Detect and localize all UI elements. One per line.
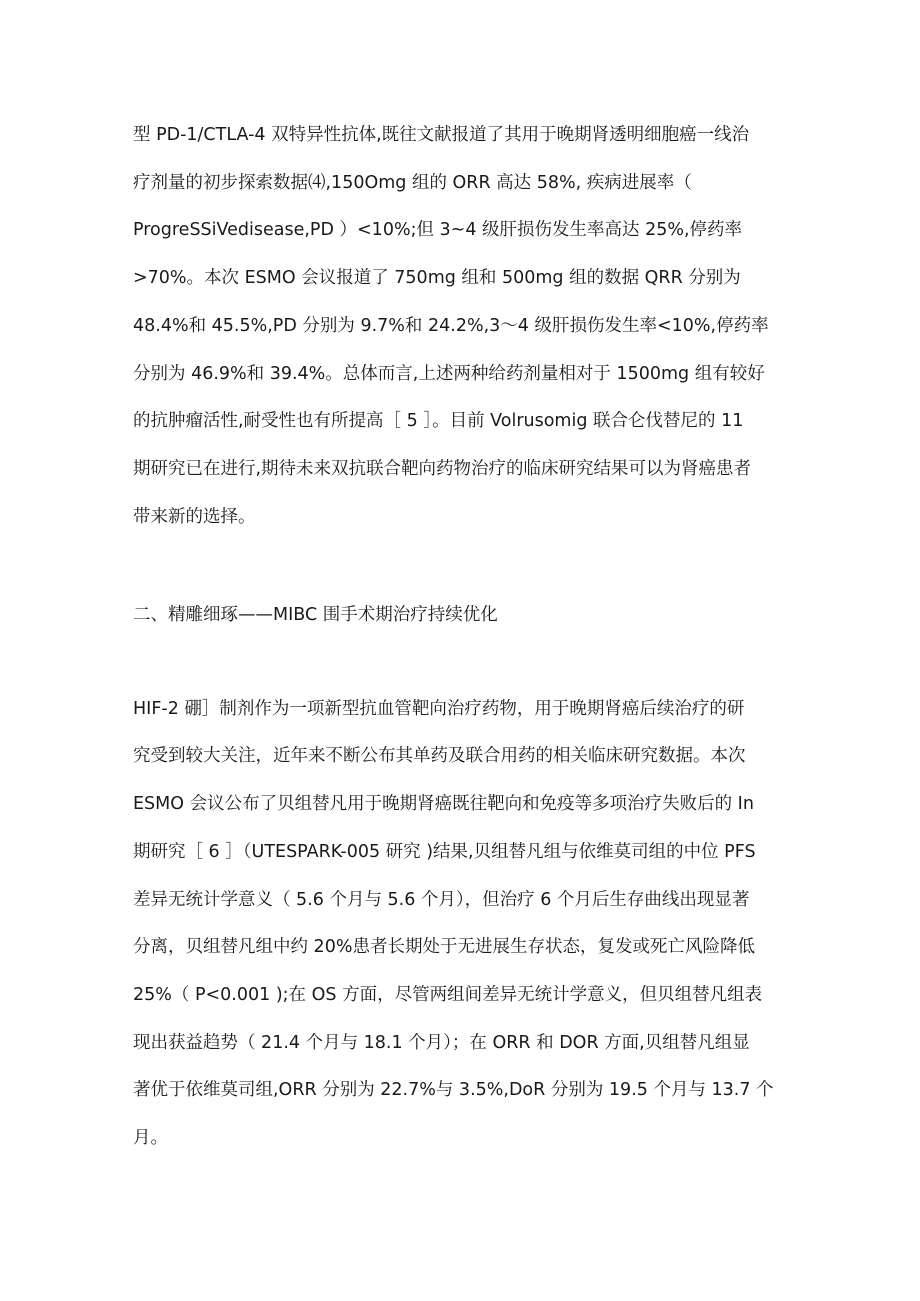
paragraph-1-line-2: 疗剂量的初步探索数据⑷,150Omg 组的 ORR 高达 58%, 疾病进展率（ — [133, 173, 692, 193]
paragraph-2-line-5: 差异无统计学意义（ 5.6 个月与 5.6 个月），但治疗 6 个月后生存曲线出现显著 — [133, 890, 750, 910]
paragraph-2-line-1: HIF-2 硼］制剂作为一项新型抗血管靶向治疗药物，用于晚期肾癌后续治疗的研 — [133, 699, 745, 719]
paragraph-2-line-6: 分离，贝组替凡组中约 20%患者长期处于无进展生存状态，复发或死亡风险降低 — [133, 937, 755, 957]
paragraph-2-line-7: 25%（ P<0.001 );在 OS 方面，尽管两组间差异无统计学意义，但贝组替凡组表 — [133, 985, 763, 1005]
paragraph-2-line-9: 著优于依维莫司组,ORR 分别为 22.7%与 3.5%,DoR 分别为 19.5 个月与 13.7 个 — [133, 1080, 774, 1100]
paragraph-2-line-4: 期研究［ 6 ］（UTESPARK-005 研究 )结果,贝组替凡组与依维莫司组的中位 PFS — [133, 842, 756, 862]
section-heading: 二、精雕细琢——MIBC 围手术期治疗持续优化 — [133, 605, 498, 625]
paragraph-1-line-8: 期研究已在进行,期待未来双抗联合靶向药物治疗的临床研究结果可以为肾癌患者 — [133, 459, 752, 479]
paragraph-2-line-3: ESMO 会议公布了贝组替凡用于晚期肾癌既往靶向和免疫等多项治疗失败后的 In — [133, 794, 754, 814]
paragraph-1-line-3: ProgreSSiVedisease,PD ）<10%;但 3~4 级肝损伤发生率高达 25%,停药率 — [133, 220, 743, 240]
paragraph-1-line-9: 带来新的选择。 — [133, 507, 256, 527]
paragraph-2-line-8: 现出获益趋势（ 21.4 个月与 18.1 个月）；在 ORR 和 DOR 方面,贝组替凡组显 — [133, 1033, 750, 1053]
paragraph-1-line-7: 的抗肿瘤活性,耐受性也有所提高［ 5 ］。目前 Volrusomig 联合仑伐替尼的 11 — [133, 411, 744, 431]
paragraph-2-line-10: 月。 — [133, 1128, 168, 1148]
paragraph-1-line-4: >70%。本次 ESMO 会议报道了 750mg 组和 500mg 组的数据 QRR 分别为 — [133, 268, 741, 288]
paragraph-2-line-2: 究受到较大关注，近年来不断公布其单药及联合用药的相关临床研究数据。本次 — [133, 746, 746, 766]
paragraph-1-line-5: 48.4%和 45.5%,PD 分别为 9.7%和 24.2%,3〜4 级肝损伤发生率<10%,停药率 — [133, 316, 769, 336]
paragraph-1-line-1: 型 PD-1/CTLA-4 双特异性抗体,既往文献报道了其用于晚期肾透明细胞癌一线治 — [133, 125, 750, 145]
paragraph-1-line-6: 分别为 46.9%和 39.4%。总体而言,上述两种给药剂量相对于 1500mg 组有较好 — [133, 364, 765, 384]
